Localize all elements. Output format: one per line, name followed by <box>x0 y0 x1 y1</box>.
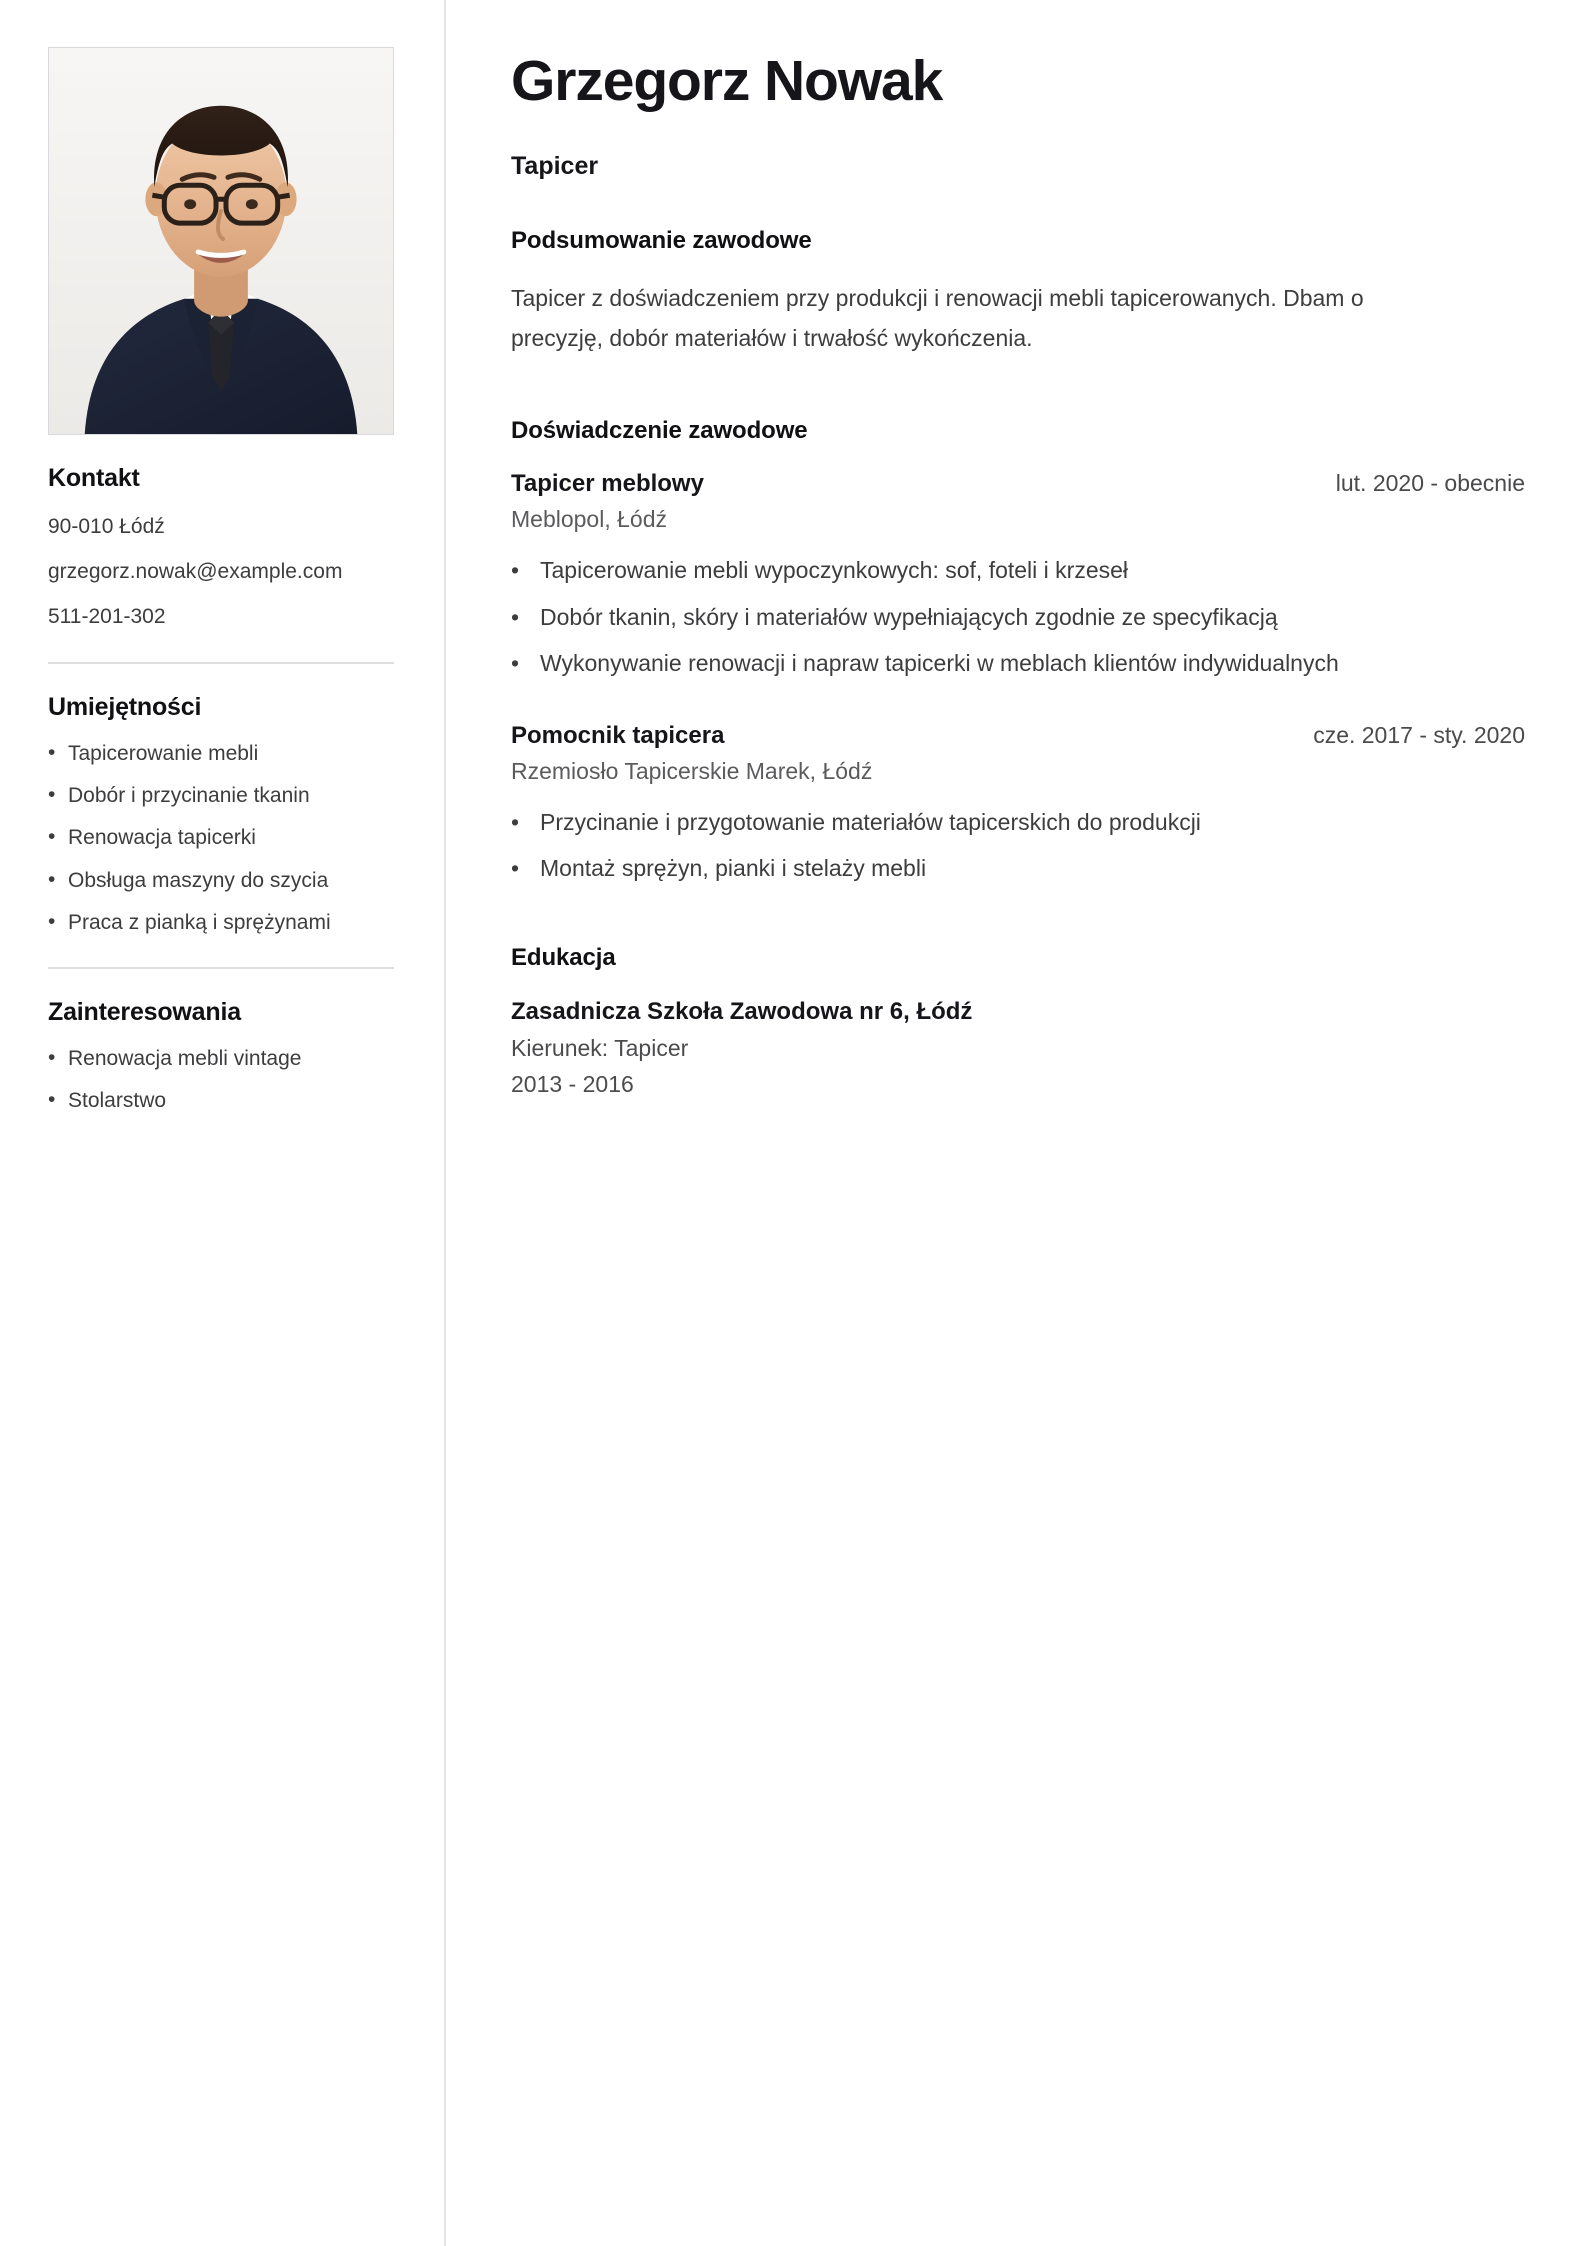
bullet-icon: • <box>511 557 520 584</box>
bullet-icon: • <box>511 650 520 677</box>
job-title: Tapicer <box>511 151 599 180</box>
list-item <box>511 851 1525 886</box>
bullet-text: Dobór tkanin, skóry i materiałów wypełniających zgodnie ze specyfikacją <box>540 603 1278 630</box>
list-item: • Renowacja mebli vintage <box>48 1045 392 1073</box>
experience-organization: Rzemiosło Tapicerskie Marek, Łódź <box>511 757 873 784</box>
experience-date: lut. 2020 - obecnie <box>1335 470 1525 497</box>
sidebar-divider-interests <box>48 967 394 969</box>
bullet-text: Przycinanie i przygotowanie materiałów tapicerskich do produkcji <box>540 808 1201 835</box>
contact-address: 90-010 Łódź <box>48 515 165 538</box>
skills-list <box>48 740 392 937</box>
contact-phone[interactable]: 511-201-302 <box>48 605 166 629</box>
page-title: Grzegorz Nowak <box>511 49 943 113</box>
experience-entry-header <box>511 721 1525 751</box>
sidebar <box>0 0 446 2246</box>
bullet-icon: • <box>511 808 520 835</box>
education-entry <box>511 996 1525 1101</box>
experience-bullets <box>511 553 1525 681</box>
experience-date: cze. 2017 - sty. 2020 <box>1313 721 1525 748</box>
list-item <box>511 646 1525 681</box>
experience-organization: Meblopol, Łódź <box>511 506 667 533</box>
experience-role: Pomocnik tapicera <box>511 721 725 749</box>
education-years: 2013 - 2016 <box>511 1071 634 1098</box>
education-school: Zasadnicza Szkoła Zawodowa nr 6, Łódź <box>511 998 973 1026</box>
list-item <box>511 600 1525 635</box>
list-item: • Stolarstwo <box>48 1087 392 1115</box>
bullet-icon: • <box>511 603 520 630</box>
list-item: • Renowacja tapicerki <box>48 824 392 852</box>
bullet-text: Wykonywanie renowacji i napraw tapicerki w meblach klientów indywidualnych <box>540 650 1339 677</box>
contact-email[interactable]: grzegorz.nowak@example.com <box>48 560 343 584</box>
sidebar-section-umiejetnosci <box>48 692 392 937</box>
experience-role: Tapicer meblowy <box>511 470 704 498</box>
summary-text: Tapicer z doświadczeniem przy produkcji i renowacji mebli tapicerowanych. Dbam o precyzję, dobór materiałów i trwałość wykończenia. <box>511 285 1364 352</box>
experience-entry <box>511 469 1525 680</box>
experience-bullets <box>511 805 1525 886</box>
list-item: • Obsługa maszyny do szycia <box>48 867 392 895</box>
list-item <box>511 553 1525 588</box>
section-experience <box>511 417 1525 886</box>
bullet-icon: • <box>511 855 520 882</box>
list-item: • Praca z pianką i sprężynami <box>48 909 392 937</box>
section-heading-summary: Podsumowanie zawodowe <box>511 226 812 254</box>
section-heading-education: Edukacja <box>511 943 616 971</box>
list-item: • Tapicerowanie mebli <box>48 740 392 768</box>
sidebar-section-kontakt <box>48 463 392 632</box>
sidebar-divider-skills <box>48 662 394 664</box>
sidebar-heading-zainteresowania: Zainteresowania <box>48 997 241 1026</box>
list-item <box>511 805 1525 840</box>
list-item: • Dobór i przycinanie tkanin <box>48 782 392 810</box>
sidebar-section-zainteresowania <box>48 997 392 1115</box>
sidebar-heading-kontakt: Kontakt <box>48 464 140 492</box>
experience-entry-header <box>511 469 1525 499</box>
interests-list <box>48 1045 392 1115</box>
profile-photo <box>48 47 394 435</box>
bullet-text: Tapicerowanie mebli wypoczynkowych: sof, foteli i krzeseł <box>540 557 1129 584</box>
sidebar-heading-umiejetnosci: Umiejętności <box>48 693 202 722</box>
experience-entry <box>511 721 1525 886</box>
main-content <box>446 0 1588 1101</box>
section-heading-experience: Doświadczenie zawodowe <box>511 416 808 444</box>
section-summary <box>511 227 1525 359</box>
section-education <box>511 944 1525 1101</box>
education-field: Kierunek: Tapicer <box>511 1034 689 1061</box>
bullet-text: Montaż sprężyn, pianki i stelaży mebli <box>540 855 927 882</box>
